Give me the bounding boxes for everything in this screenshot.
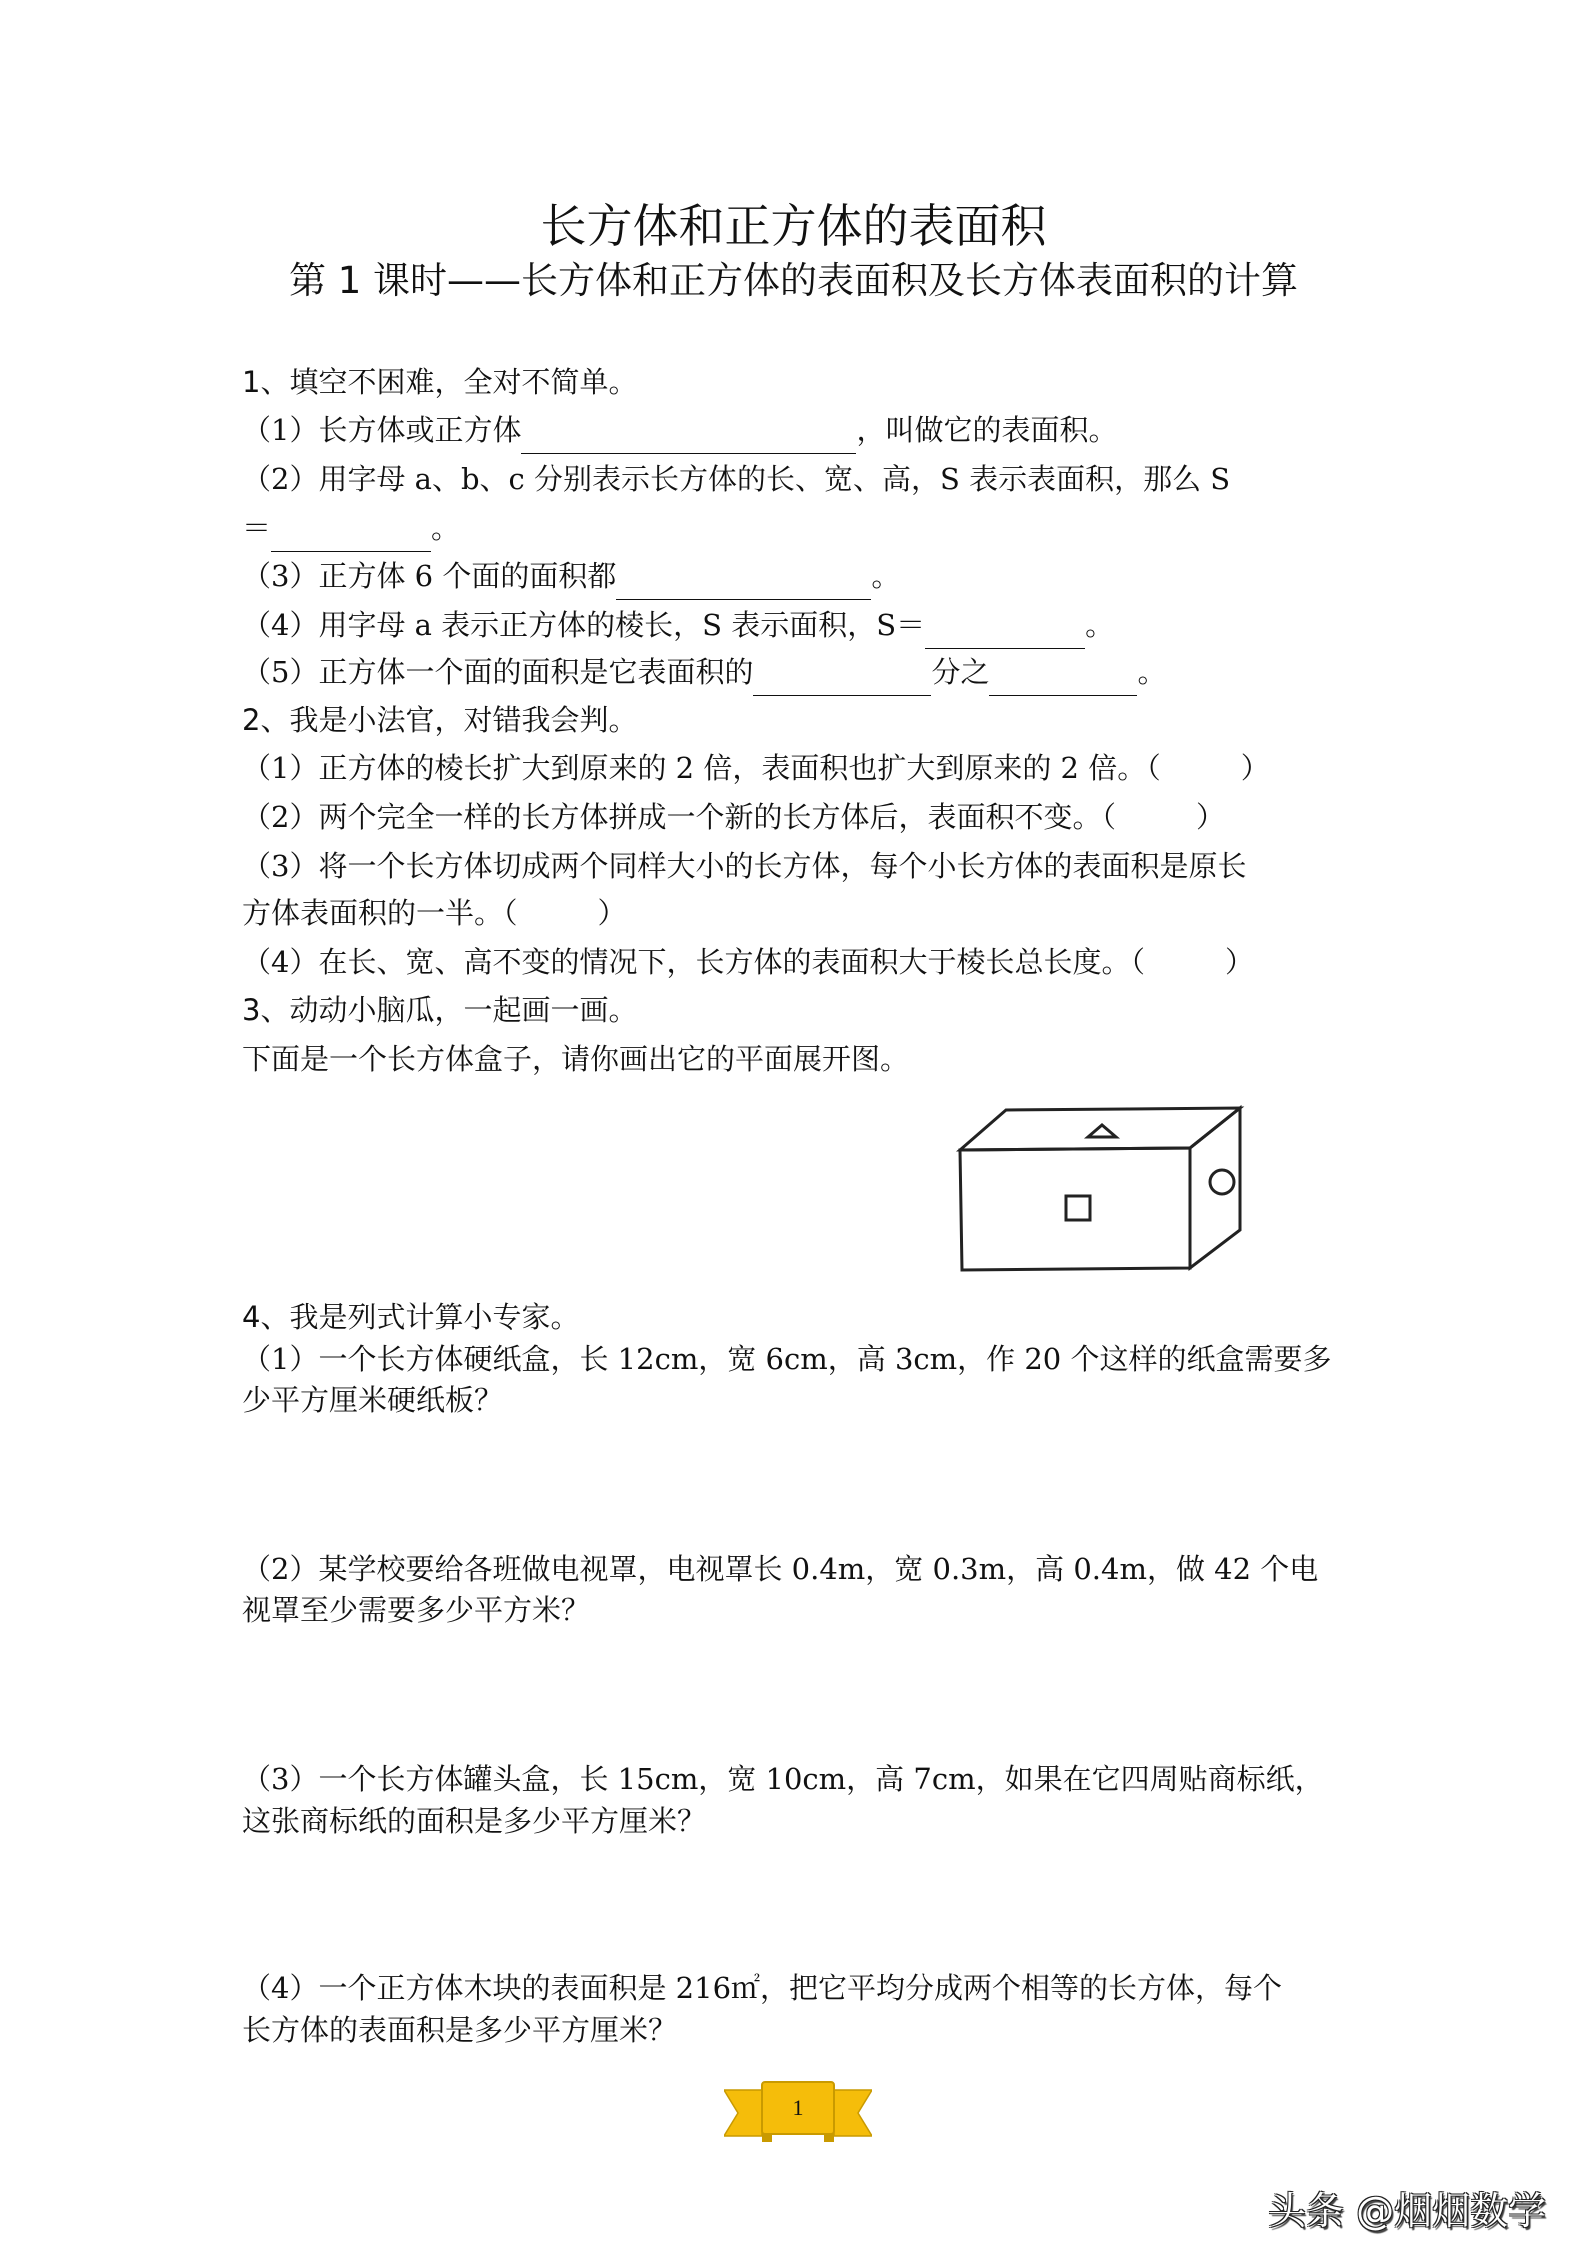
question-4-1: （1）一个长方体硬纸盒，长 12cm，宽 6cm，高 3cm，作 20 个这样的纸盒需要多: [242, 1342, 1332, 1376]
answer-blank[interactable]: [521, 419, 856, 454]
question-2-4: [242, 938, 1254, 986]
question-4-2: （2）某学校要给各班做电视罩，电视罩长 0.4m，宽 0.3m，高 0.4m，做 42 个电: [242, 1552, 1319, 1586]
question-4-4-cont: 长方体的表面积是多少平方厘米？: [242, 2013, 678, 2047]
question-4-3: （3）一个长方体罐头盒，长 15cm，宽 10cm，高 7cm，如果在它四周贴商标纸，: [242, 1762, 1324, 1796]
q-text: 。: [871, 559, 901, 593]
q-text: （1）正方体的棱长扩大到原来的 2 倍，表面积也扩大到原来的 2 倍。（: [242, 751, 1161, 785]
q-text: ）: [1195, 800, 1225, 834]
q-text: 方体表面积的一半。（: [242, 896, 518, 930]
section-2-heading: 2、我是小法官，对错我会判。: [242, 703, 638, 737]
section-3-text: 下面是一个长方体盒子，请你画出它的平面展开图。: [242, 1042, 910, 1076]
answer-blank[interactable]: [616, 565, 871, 600]
q-text: 。: [431, 511, 461, 545]
question-4-3-cont: 这张商标纸的面积是多少平方厘米？: [242, 1804, 707, 1838]
q-text: ）: [597, 896, 627, 930]
cuboid-box-figure: [940, 1090, 1260, 1280]
q-text: （2）两个完全一样的长方体拼成一个新的长方体后，表面积不变。（: [242, 800, 1116, 834]
page-number: 1: [792, 2095, 804, 2120]
question-1-5: [242, 648, 1166, 696]
q-text: （1）长方体或正方体: [242, 413, 522, 447]
q-text: ）: [1224, 945, 1254, 979]
answer-blank[interactable]: [271, 517, 431, 552]
question-2-1: [242, 744, 1270, 792]
question-4-4: （4）一个正方体木块的表面积是 216㎡，把它平均分成两个相等的长方体，每个: [242, 1971, 1283, 2005]
question-2-3-cont: [242, 889, 627, 937]
answer-blank[interactable]: [989, 661, 1137, 696]
q-text: （3）正方体 6 个面的面积都: [242, 559, 617, 593]
q-text: 。: [1137, 655, 1167, 689]
q-text: （4）用字母 a 表示正方体的棱长，S 表示面积，S＝: [242, 608, 926, 642]
q-text: （5）正方体一个面的面积是它表面积的: [242, 655, 754, 689]
page-title: 长方体和正方体的表面积: [540, 199, 1047, 253]
answer-blank[interactable]: [925, 614, 1085, 649]
question-1-4: [242, 601, 1114, 649]
page-subtitle: 第 1 课时——长方体和正方体的表面积及长方体表面积的计算: [288, 259, 1299, 302]
question-2-3: （3）将一个长方体切成两个同样大小的长方体，每个小长方体的表面积是原长: [242, 849, 1247, 883]
q-text: ，叫做它的表面积。: [856, 413, 1118, 447]
section-4-heading: 4、我是列式计算小专家。: [242, 1300, 580, 1334]
q-text: 。: [1085, 608, 1115, 642]
question-1-2: （2）用字母 a、b、c 分别表示长方体的长、宽、高，S 表示表面积，那么 S: [242, 462, 1231, 496]
q-text: ）: [1240, 751, 1270, 785]
question-1-2-cont: [242, 504, 460, 552]
question-4-1-cont: 少平方厘米硬纸板？: [242, 1383, 504, 1417]
section-3-heading: 3、动动小脑瓜，一起画一画。: [242, 993, 638, 1027]
q-text: 分之: [931, 655, 990, 689]
circle-icon: [1210, 1170, 1234, 1194]
triangle-icon: [1088, 1125, 1116, 1137]
q-text: （4）在长、宽、高不变的情况下，长方体的表面积大于棱长总长度。（: [242, 945, 1145, 979]
q-text: ＝: [242, 511, 272, 545]
question-4-2-cont: 视罩至少需要多少平方米？: [242, 1593, 591, 1627]
box-front-face: [960, 1148, 1190, 1270]
section-1-heading: 1、填空不困难，全对不简单。: [242, 365, 638, 399]
square-icon: [1066, 1196, 1090, 1220]
question-2-2: [242, 793, 1225, 841]
box-top-face: [960, 1108, 1240, 1150]
answer-blank[interactable]: [753, 661, 931, 696]
question-1-3: [242, 552, 900, 600]
watermark: 头条 @烟烟数学: [1268, 2189, 1547, 2233]
question-1-1: [242, 406, 1117, 454]
